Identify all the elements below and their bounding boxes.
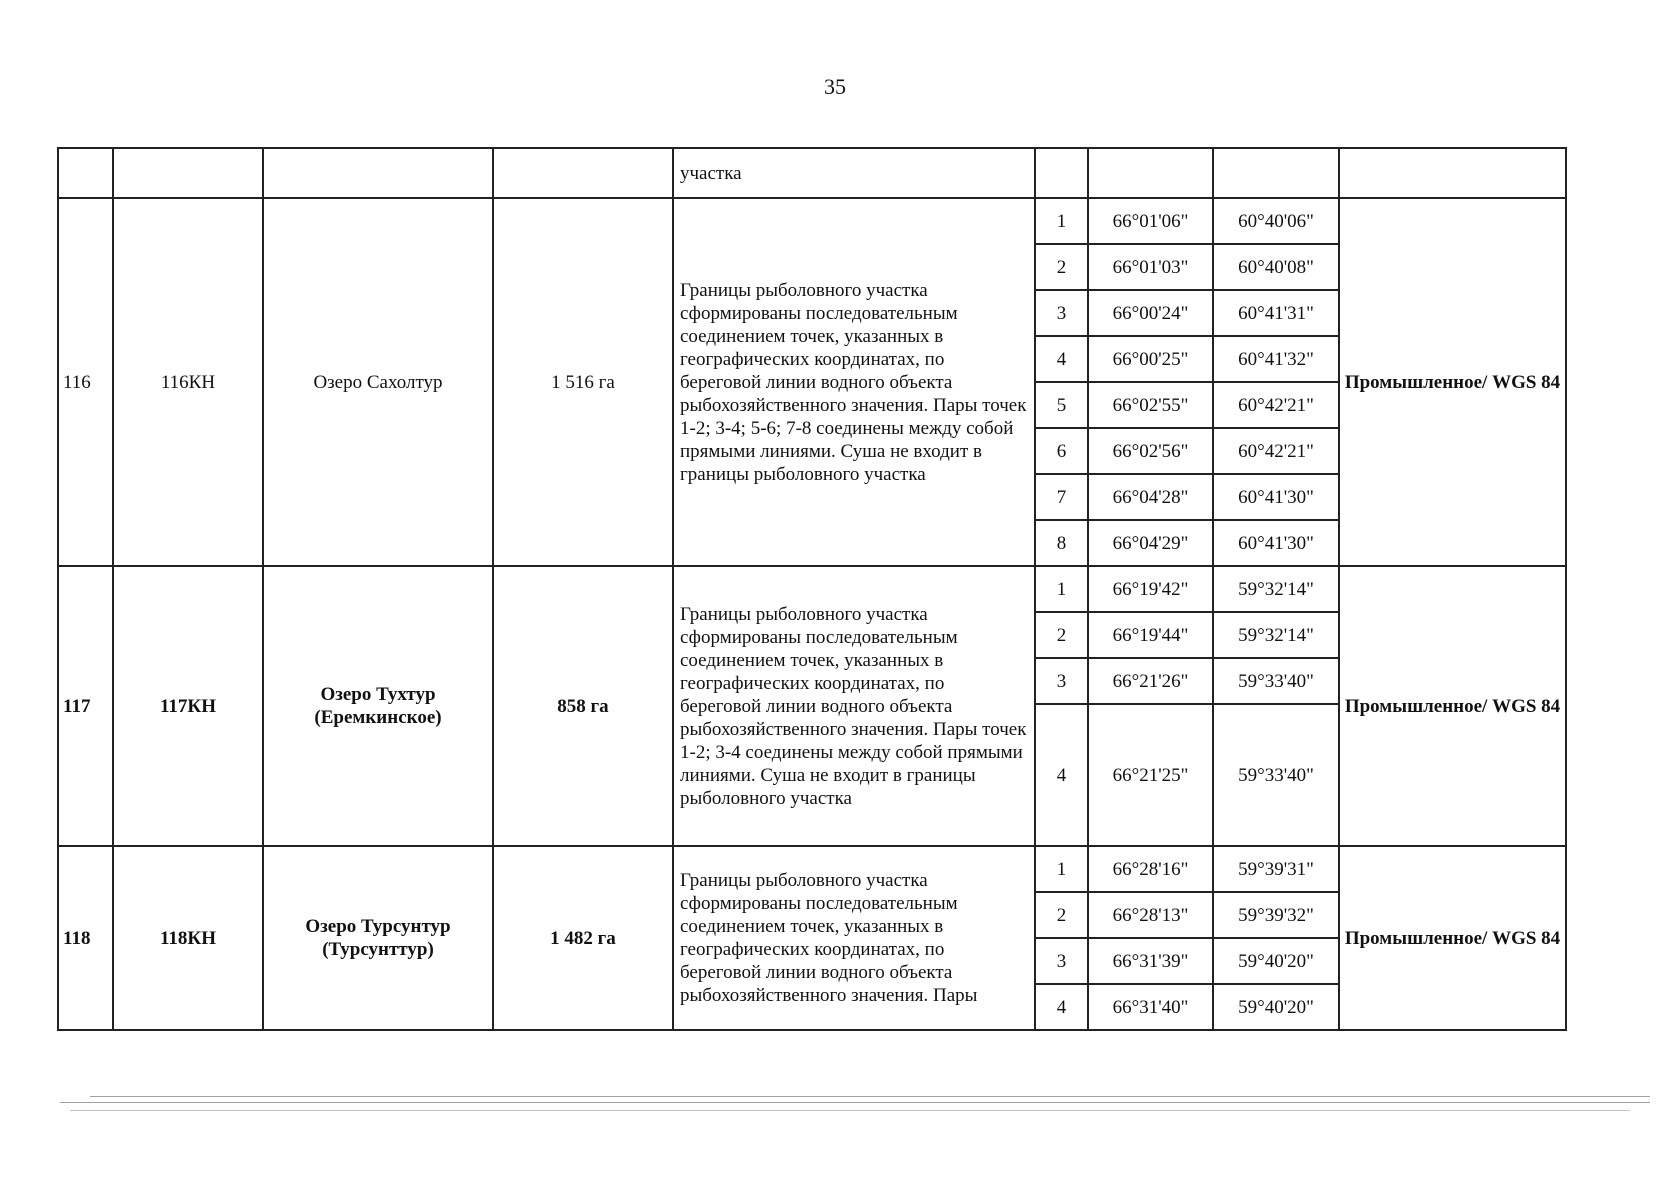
point-latitude: 66°01'06" <box>1088 198 1213 244</box>
point-latitude: 66°31'39" <box>1088 938 1213 984</box>
point-longitude: 60°40'06" <box>1213 198 1339 244</box>
point-longitude: 59°32'14" <box>1213 566 1339 612</box>
point-longitude: 59°40'20" <box>1213 984 1339 1030</box>
row-name: Озеро Сахолтур <box>263 198 493 566</box>
point-longitude: 60°42'21" <box>1213 428 1339 474</box>
point-latitude: 66°04'29" <box>1088 520 1213 566</box>
point-latitude: 66°04'28" <box>1088 474 1213 520</box>
point-number: 3 <box>1035 938 1088 984</box>
point-latitude: 66°28'13" <box>1088 892 1213 938</box>
continuation-row <box>58 148 1566 198</box>
table-row <box>58 566 1566 612</box>
scan-artifact-lines <box>0 1088 1680 1128</box>
point-number: 1 <box>1035 846 1088 892</box>
point-latitude: 66°01'03" <box>1088 244 1213 290</box>
fishing-areas-table <box>57 147 1567 1031</box>
point-number: 3 <box>1035 290 1088 336</box>
row-code: 117КН <box>113 566 263 846</box>
point-number: 7 <box>1035 474 1088 520</box>
row-description: Границы рыболовного участка сформированы последовательным соединением точек, указанных в географических координатах, по береговой линии водного объекта рыбохозяйственного значения. Пары точек 1-2; 3-4 соединены между собой прямыми линиями. Суша не входит в границы рыболовного участка <box>673 566 1035 846</box>
point-number: 6 <box>1035 428 1088 474</box>
row-purpose: Промышленное/ WGS 84 <box>1339 566 1566 846</box>
point-number: 2 <box>1035 244 1088 290</box>
cell-empty <box>1088 148 1213 198</box>
cell-empty <box>263 148 493 198</box>
row-description: Границы рыболовного участка сформированы последовательным соединением точек, указанных в географических координатах, по береговой линии водного объекта рыбохозяйственного значения. Пары <box>673 846 1035 1030</box>
point-latitude: 66°02'56" <box>1088 428 1213 474</box>
point-latitude: 66°19'44" <box>1088 612 1213 658</box>
point-latitude: 66°28'16" <box>1088 846 1213 892</box>
point-number: 3 <box>1035 658 1088 704</box>
row-area: 1 516 га <box>493 198 673 566</box>
row-code: 116КН <box>113 198 263 566</box>
row-number: 118 <box>58 846 113 1030</box>
point-longitude: 59°39'31" <box>1213 846 1339 892</box>
point-longitude: 59°40'20" <box>1213 938 1339 984</box>
point-longitude: 59°33'40" <box>1213 658 1339 704</box>
cell-empty <box>1035 148 1088 198</box>
point-latitude: 66°31'40" <box>1088 984 1213 1030</box>
cell-empty <box>493 148 673 198</box>
point-latitude: 66°19'42" <box>1088 566 1213 612</box>
point-number: 2 <box>1035 612 1088 658</box>
page-number: 35 <box>824 74 846 99</box>
point-latitude: 66°21'25" <box>1088 704 1213 846</box>
point-number: 4 <box>1035 984 1088 1030</box>
point-number: 5 <box>1035 382 1088 428</box>
row-number: 117 <box>58 566 113 846</box>
cell-empty <box>113 148 263 198</box>
row-area: 858 га <box>493 566 673 846</box>
row-area: 1 482 га <box>493 846 673 1030</box>
row-number: 116 <box>58 198 113 566</box>
point-number: 2 <box>1035 892 1088 938</box>
point-number: 4 <box>1035 704 1088 846</box>
point-longitude: 60°41'30" <box>1213 520 1339 566</box>
point-longitude: 59°33'40" <box>1213 704 1339 846</box>
point-longitude: 60°41'31" <box>1213 290 1339 336</box>
cell-empty <box>1339 148 1566 198</box>
row-purpose: Промышленное/ WGS 84 <box>1339 846 1566 1030</box>
point-number: 1 <box>1035 198 1088 244</box>
point-longitude: 60°42'21" <box>1213 382 1339 428</box>
row-name: Озеро Тухтур (Еремкинское) <box>263 566 493 846</box>
point-longitude: 59°32'14" <box>1213 612 1339 658</box>
continuation-description: участка <box>673 148 1035 198</box>
point-number: 1 <box>1035 566 1088 612</box>
point-latitude: 66°00'25" <box>1088 336 1213 382</box>
row-code: 118КН <box>113 846 263 1030</box>
cell-empty <box>1213 148 1339 198</box>
table-row <box>58 846 1566 892</box>
point-latitude: 66°00'24" <box>1088 290 1213 336</box>
cell-empty <box>58 148 113 198</box>
row-purpose: Промышленное/ WGS 84 <box>1339 198 1566 566</box>
point-longitude: 60°41'30" <box>1213 474 1339 520</box>
point-longitude: 60°41'32" <box>1213 336 1339 382</box>
point-latitude: 66°02'55" <box>1088 382 1213 428</box>
row-name: Озеро Турсунтур (Турсунттур) <box>263 846 493 1030</box>
row-description: Границы рыболовного участка сформированы последовательным соединением точек, указанных в географических координатах, по береговой линии водного объекта рыбохозяйственного значения. Пары точек 1-2; 3-4; 5-6; 7-8 соединены между собой прямыми линиями. Суша не входит в границы рыболовного участка <box>673 198 1035 566</box>
table-row <box>58 198 1566 244</box>
point-longitude: 60°40'08" <box>1213 244 1339 290</box>
point-number: 4 <box>1035 336 1088 382</box>
point-longitude: 59°39'32" <box>1213 892 1339 938</box>
point-latitude: 66°21'26" <box>1088 658 1213 704</box>
point-number: 8 <box>1035 520 1088 566</box>
